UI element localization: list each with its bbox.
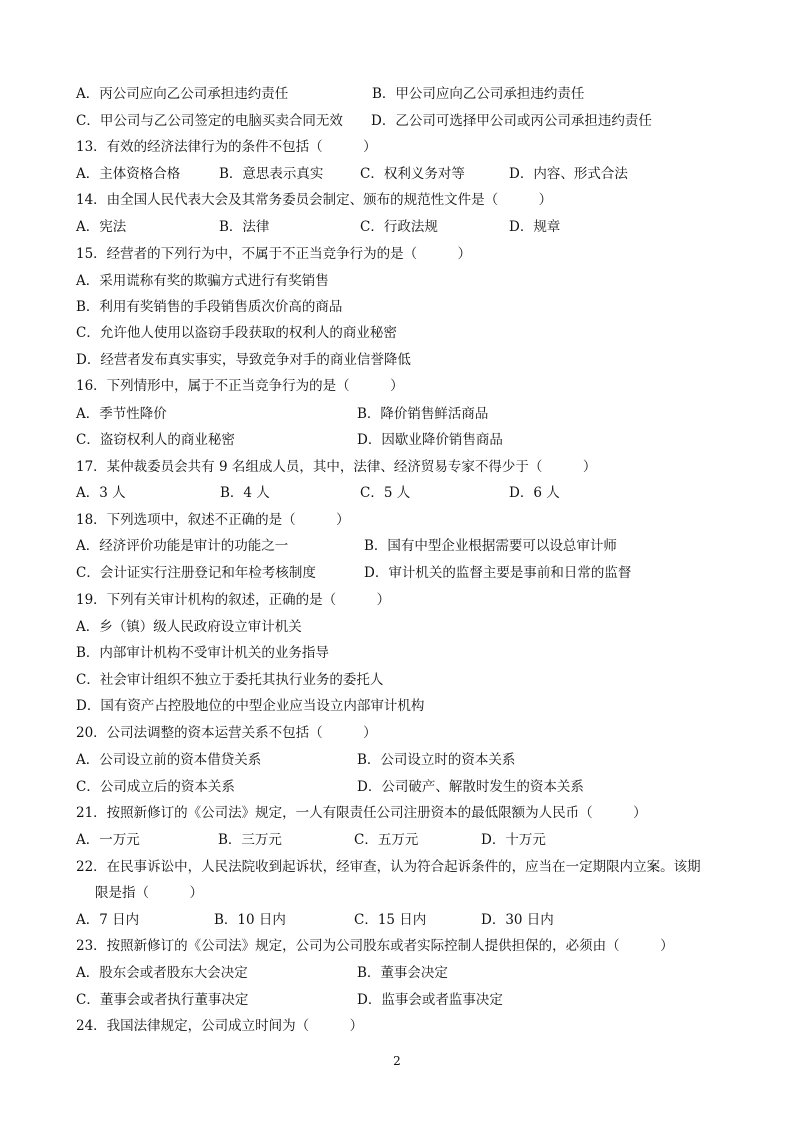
answer-option: D．审计机关的监督主要是事前和日常的监督 <box>364 565 632 581</box>
answer-option: A．采用谎称有奖的欺骗方式进行有奖销售 <box>76 273 329 289</box>
question-text: 21．按照新修订的《公司法》规定，一人有限责任公司注册资本的最低限额为人民币（ ） <box>76 805 647 821</box>
answer-option: C．社会审计组织不独立于委托其执行业务的委托人 <box>76 672 384 688</box>
answer-option: A．股东会或者股东大会决定 <box>76 965 248 981</box>
question-text: 16．下列情形中，属于不正当竞争行为的是（ ） <box>76 378 404 394</box>
answer-option: A．一万元 <box>76 832 140 848</box>
answer-option: A．7 日内 <box>76 912 140 928</box>
answer-option: B．甲公司应向乙公司承担违约责任 <box>372 86 585 102</box>
answer-option: B．法律 <box>219 219 270 235</box>
question-text: 22．在民事诉讼中，人民法院收到起诉状，经审查，认为符合起诉条件的，应当在一定期限内立案。该期 <box>76 859 701 875</box>
answer-option: B．降价销售鲜活商品 <box>357 406 489 422</box>
answer-option: B．三万元 <box>218 832 282 848</box>
answer-option: C．5 人 <box>360 485 411 501</box>
answer-option: C．五万元 <box>354 832 419 848</box>
answer-option: A．乡（镇）级人民政府设立审计机关 <box>76 619 302 635</box>
answer-option: C．允许他人使用以盗窃手段获取的权利人的商业秘密 <box>76 325 397 341</box>
answer-option: D．规章 <box>509 219 561 235</box>
answer-option: D．30 日内 <box>481 912 554 928</box>
question-text: 15．经营者的下列行为中，不属于不正当竞争行为的是（ ） <box>76 246 472 262</box>
answer-option: C．权利义务对等 <box>360 166 465 182</box>
answer-option: D．公司破产、解散时发生的资本关系 <box>357 779 584 795</box>
answer-option: D．6 人 <box>509 485 560 501</box>
answer-option: C．董事会或者执行董事决定 <box>76 992 249 1008</box>
answer-option: A．丙公司应向乙公司承担违约责任 <box>76 86 289 102</box>
answer-option: C．15 日内 <box>354 912 427 928</box>
answer-option: D．乙公司可选择甲公司或丙公司承担违约责任 <box>371 113 652 129</box>
question-text: 限是指（ ） <box>95 885 203 901</box>
answer-option: A．3 人 <box>76 485 126 501</box>
answer-option: B．国有中型企业根据需要可以设总审计师 <box>364 538 617 554</box>
answer-option: D．十万元 <box>481 832 546 848</box>
question-text: 18．下列选项中，叙述不正确的是（ ） <box>76 512 350 528</box>
answer-option: B．内部审计机构不受审计机关的业务指导 <box>76 645 329 661</box>
answer-option: D．经营者发布真实事实，导致竞争对手的商业信誉降低 <box>76 352 411 368</box>
answer-option: C．甲公司与乙公司签定的电脑买卖合同无效 <box>76 113 343 129</box>
answer-option: C．行政法规 <box>360 219 438 235</box>
answer-option: A．季节性降价 <box>76 406 167 422</box>
question-text: 20．公司法调整的资本运营关系不包括（ ） <box>76 725 377 741</box>
answer-option: C．会计证实行注册登记和年检考核制度 <box>76 565 316 581</box>
answer-option: B．公司设立时的资本关系 <box>357 752 516 768</box>
answer-option: C．盗窃权利人的商业秘密 <box>76 432 235 448</box>
question-text: 19．下列有关审计机构的叙述，正确的是（ ） <box>76 592 391 608</box>
question-text: 13．有效的经济法律行为的条件不包括（ ） <box>76 139 377 155</box>
answer-option: D．监事会或者监事决定 <box>357 992 503 1008</box>
question-text: 14．由全国人民代表大会及其常务委员会制定、颁布的规范性文件是（ ） <box>76 192 553 208</box>
question-text: 24．我国法律规定，公司成立时间为（ ） <box>76 1018 364 1034</box>
answer-option: B．4 人 <box>220 485 270 501</box>
answer-option: D．国有资产占控股地位的中型企业应当设立内部审计机构 <box>76 698 425 714</box>
question-text: 23．按照新修订的《公司法》规定，公司为公司股东或者实际控制人提供担保的，必须由（ ） <box>76 938 674 954</box>
answer-option: B．意思表示真实 <box>219 166 324 182</box>
answer-option: B．利用有奖销售的手段销售质次价高的商品 <box>76 299 343 315</box>
answer-option: D．因歇业降价销售商品 <box>357 432 503 448</box>
answer-option: C．公司成立后的资本关系 <box>76 779 235 795</box>
question-text: 17．某仲裁委员会共有 9 名组成人员，其中，法律、经济贸易专家不得少于（ ） <box>76 459 597 475</box>
answer-option: D．内容、形式合法 <box>509 166 628 182</box>
answer-option: A．宪法 <box>76 219 127 235</box>
answer-option: A．经济评价功能是审计的功能之一 <box>76 538 289 554</box>
answer-option: A．公司设立前的资本借贷关系 <box>76 752 262 768</box>
answer-option: B．董事会决定 <box>357 965 448 981</box>
answer-option: B．10 日内 <box>214 912 286 928</box>
page-number: 2 <box>393 1054 401 1068</box>
answer-option: A．主体资格合格 <box>76 166 181 182</box>
